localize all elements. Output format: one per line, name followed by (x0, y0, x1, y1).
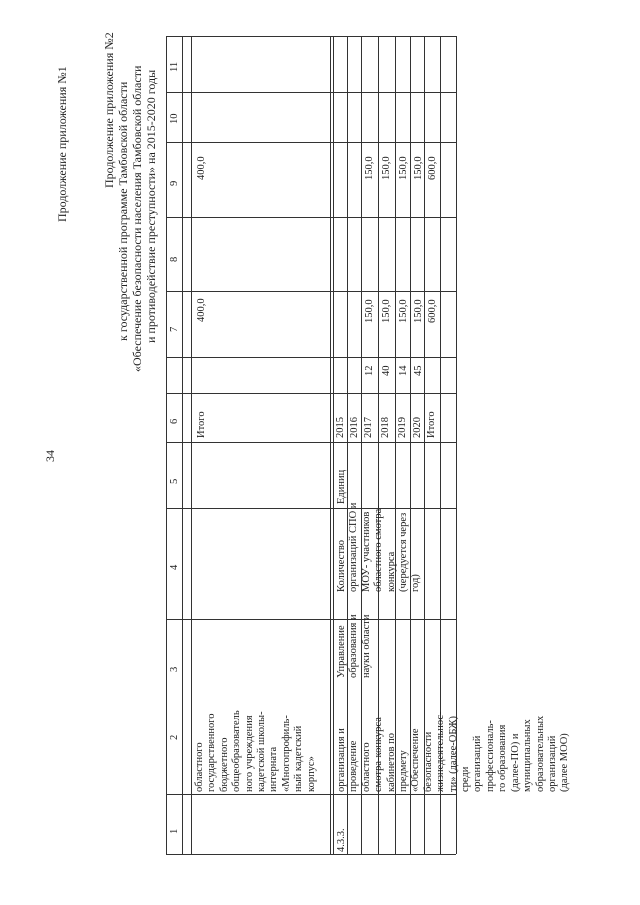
subtitle-line-4: и противодействие преступности» на 2015-2020 годы (144, 69, 158, 343)
col-num-11: 11 (169, 61, 180, 72)
c9-2017: 150,0 (364, 156, 375, 180)
col-num-1: 1 (169, 828, 180, 834)
col-num-9: 9 (169, 180, 180, 186)
row-433-unit: Единиц (336, 469, 347, 504)
row-433-total-label: Итого (426, 411, 437, 438)
c9-2018: 150,0 (381, 156, 392, 180)
year-2015: 2015 (335, 417, 346, 438)
col-num-3: 3 (169, 666, 180, 672)
year-2020: 2020 (412, 417, 423, 438)
col-num-7: 7 (169, 326, 180, 332)
c7-total: 600,0 (427, 299, 438, 323)
col-num-6: 6 (169, 418, 180, 424)
c9-2020: 150,0 (413, 156, 424, 180)
col-num-4: 4 (169, 564, 180, 570)
row-433-col4: Количество организаций СПО и МОУ- участников областного смотра- конкурса (чередуется через год) (336, 502, 422, 592)
count-2019: 14 (398, 365, 409, 376)
prev-row-total-label: Итого (196, 411, 207, 438)
c7-2019: 150,0 (398, 299, 409, 323)
year-2016: 2016 (349, 417, 360, 438)
c7-2018: 150,0 (381, 299, 392, 323)
c7-2017: 150,0 (364, 299, 375, 323)
col-num-10: 10 (169, 113, 180, 124)
count-2017: 12 (364, 365, 375, 376)
col-num-8: 8 (169, 256, 180, 262)
year-2017: 2017 (363, 417, 374, 438)
col-num-2: 2 (169, 734, 180, 740)
c9-2019: 150,0 (398, 156, 409, 180)
count-2018: 40 (381, 365, 392, 376)
count-2020: 45 (413, 365, 424, 376)
subtitle-line-1: Продолжение приложения №2 (102, 32, 116, 188)
prev-row-col9: 400,0 (196, 156, 207, 180)
prev-row-col7: 400,0 (196, 298, 207, 322)
row-433-num: 4.3.3. (336, 828, 347, 852)
prev-row-col2: областного государственного бюджетного общеобразователь ного учреждения кадетской школы- интерната «Многопрофиль- ный кадетский корпус» (194, 710, 317, 792)
year-2018: 2018 (380, 417, 391, 438)
year-2019: 2019 (397, 417, 408, 438)
continuation-note: Продолжение приложения №1 (55, 66, 69, 222)
subtitle-line-2: к государственной программе Тамбовской области (116, 81, 130, 341)
c7-2020: 150,0 (413, 299, 424, 323)
c9-total: 600,0 (427, 156, 438, 180)
subtitle-line-3: «Обеспечение безопасности населения Тамбовской области (130, 65, 144, 372)
page-number: 34 (43, 450, 57, 462)
col-num-5: 5 (169, 478, 180, 484)
row-433-col2: организация и проведение областного смотра-конкурса кабинетов по предмету «Обеспечение безопасности жизнедеятельнос- ти» (далее-ОБЖ) среди организаций профессиональ- го образования (далее-ПО) и муниципальных образовательных организаций (далее МОО) (336, 711, 571, 792)
row-433-col3: Управление образования и науки области (336, 614, 372, 678)
